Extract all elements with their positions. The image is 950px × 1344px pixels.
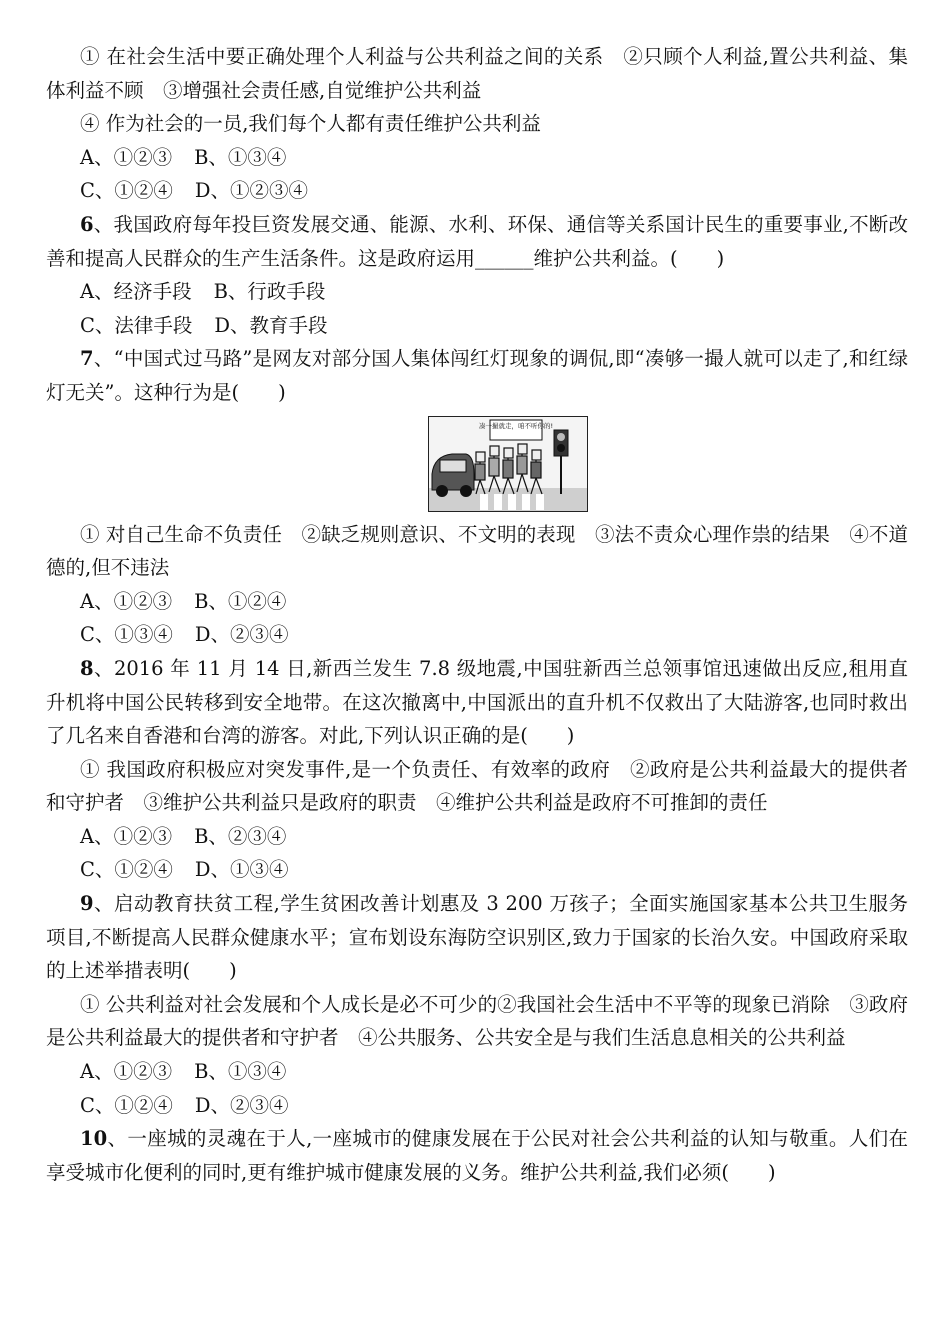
q8-text: 、2016 年 11 月 14 日,新西兰发生 7.8 级地震,中国驻新西兰总领事馆迅速做出反应,租用直升机将中国公民转移到安全地带。在这次撤离中,中国派出的直升机不仅救出了大陆游客,也同时救出了几名来自香港和台湾的游客。对此,下列认识正确的是( ) xyxy=(46,656,908,748)
q7-statements: ① 对自己生命不负责任 ②缺乏规则意识、不文明的表现 ③法不责众心理作祟的结果 ④不道德的,但不违法 xyxy=(46,522,908,580)
cartoon-speech-text: 凑一撮就走，咱不听你的! xyxy=(478,421,554,430)
q6-option-c: C、法律手段 xyxy=(80,313,193,337)
q7-text: 、“中国式过马路”是网友对部分国人集体闯红灯现象的调侃,即“凑够一撮人就可以走了,和红绿灯无关”。这种行为是( ) xyxy=(46,347,908,404)
q10-text: 、一座城的灵魂在于人,一座城市的健康发展在于公民对社会公共利益的认知与敬重。人们在享受城市化便利的同时,更有维护城市健康发展的义务。维护公共利益,我们必须( ) xyxy=(46,1127,908,1184)
exam-page xyxy=(46,40,908,1189)
q9-option-c: C、①②④ xyxy=(80,1093,173,1117)
q7-option-b: B、①②④ xyxy=(194,589,287,613)
q6-number: 6 xyxy=(80,212,94,236)
q7-options-cd xyxy=(46,618,908,652)
q9-statements: ① 公共利益对社会发展和个人成长是必不可少的②我国社会生活中不平等的现象已消除 ③政府是公共利益最大的提供者和守护者 ④公共服务、公共安全是与我们生活息息相关的公共利益 xyxy=(46,992,908,1050)
q6-option-a: A、经济手段 xyxy=(80,280,192,304)
q8-options-ab xyxy=(46,820,908,854)
q9-options-ab xyxy=(46,1055,908,1089)
q5-option-b: B、①③④ xyxy=(194,145,287,169)
q10-number: 10 xyxy=(80,1127,108,1151)
q5-option-a: A、①②③ xyxy=(80,145,173,169)
q6-option-d: D、教育手段 xyxy=(214,313,328,337)
jaywalking-cartoon xyxy=(428,416,588,512)
q7-number: 7 xyxy=(80,347,94,371)
q8-option-c: C、①②④ xyxy=(80,858,173,882)
q9-options-cd xyxy=(46,1089,908,1123)
q7-option-a: A、①②③ xyxy=(80,589,173,613)
q5-option-c: C、①②④ xyxy=(80,179,173,203)
q9-option-d: D、②③④ xyxy=(194,1093,289,1117)
q9-number: 9 xyxy=(80,892,94,916)
q9-text: 、启动教育扶贫工程,学生贫困改善计划惠及 3 200 万孩子；全面实施国家基本公共卫生服务项目,不断提高人民群众健康水平；宣布划设东海防空识别区,致力于国家的长治久安。中国政府采取的上述举措表明( ) xyxy=(46,892,908,983)
q7-stem xyxy=(46,342,908,409)
q6-stem xyxy=(46,208,908,275)
q5-statements: ① 在社会生活中要正确处理个人利益与公共利益之间的关系 ②只顾个人利益,置公共利益、集体利益不顾 ③增强社会责任感,自觉维护公共利益 xyxy=(46,45,908,102)
q5-options-cd xyxy=(46,174,908,208)
q8-statements: ① 我国政府积极应对突发事件,是一个负责任、有效率的政府 ②政府是公共利益最大的提供者和守护者 ③维护公共利益只是政府的职责 ④维护公共利益是政府不可推卸的责任 xyxy=(46,757,908,815)
q7-option-d: D、②③④ xyxy=(194,623,289,647)
q8-stem xyxy=(46,652,908,753)
q8-option-b: B、②③④ xyxy=(194,824,287,848)
q9-option-b: B、①③④ xyxy=(194,1060,287,1084)
q7-options-ab xyxy=(46,585,908,619)
q5-option-d: D、①②③④ xyxy=(194,179,309,203)
q6-options-ab xyxy=(46,275,908,309)
q8-options-cd xyxy=(46,853,908,887)
q5-options-ab xyxy=(46,141,908,175)
q5-statement-4: ④ 作为社会的一员,我们每个人都有责任维护公共利益 xyxy=(80,112,541,136)
q9-stem xyxy=(46,887,908,988)
q9-option-a: A、①②③ xyxy=(80,1060,173,1084)
q8-option-d: D、①③④ xyxy=(194,858,289,882)
q8-option-a: A、①②③ xyxy=(80,824,173,848)
q8-number: 8 xyxy=(80,656,94,680)
q6-options-cd xyxy=(46,309,908,343)
q10-stem xyxy=(46,1122,908,1189)
q6-text: 、我国政府每年投巨资发展交通、能源、水利、环保、通信等关系国计民生的重要事业,不断改善和提高人民群众的生产生活条件。这是政府运用______维护公共利益。( ) xyxy=(46,212,908,270)
q7-option-c: C、①③④ xyxy=(80,623,173,647)
q6-option-b: B、行政手段 xyxy=(213,280,326,304)
